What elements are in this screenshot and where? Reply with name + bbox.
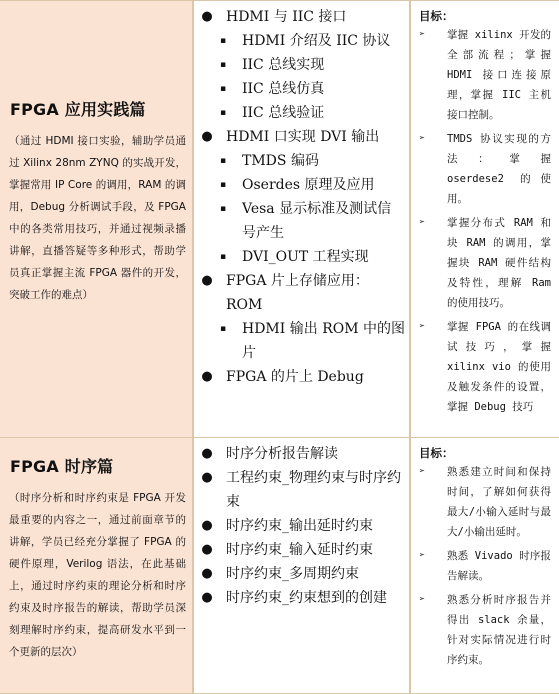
bullet-icon: ●: [201, 566, 213, 581]
bullet-icon: ●: [201, 129, 213, 144]
goals-title: 目标：: [419, 446, 454, 460]
arrow-bullet-icon: ➢: [419, 321, 426, 332]
arrow-bullet-icon: ➢: [419, 133, 426, 144]
square-bullet-icon: ▪: [219, 108, 227, 118]
topic-list: [194, 5, 405, 389]
table-row: [0, 438, 559, 694]
topic-item: ● 时序约束_输入延时约束: [194, 538, 405, 562]
category-title: FPGA 应用实践篇: [10, 100, 146, 119]
bullet-icon: ●: [201, 518, 213, 533]
category-cell: [0, 0, 193, 438]
square-bullet-icon: ▪: [219, 252, 227, 262]
subtopic-item: ▪ HDMI 输出 ROM 中的图片: [194, 317, 405, 365]
goals-cell: [410, 0, 559, 438]
topic-item: ● 时序约束_约束想到的创建: [194, 586, 405, 610]
square-bullet-icon: ▪: [219, 156, 227, 166]
arrow-bullet-icon: ➢: [419, 594, 426, 605]
square-bullet-icon: ▪: [219, 204, 227, 214]
subtopic-item: ▪ HDMI 介绍及 IIC 协议: [194, 29, 405, 53]
square-bullet-icon: ▪: [219, 324, 227, 334]
goal-list: [411, 25, 559, 417]
topics-cell: [193, 0, 410, 438]
bullet-icon: ●: [201, 9, 213, 24]
topic-item: ● HDMI 与 IIC 接口: [194, 5, 405, 29]
category-description: （时序分析和时序约束是 FPGA 开发最重要的内容之一，通过前面章节的讲解，学员已经充分掌握了 FPGA 的硬件原理，Verilog 语法，在此基础上，通过时序约束的理论分析和时序约束及时序报告的解读，帮助学员深刻理解时序约束，提高研发水平到一个更新的层次）: [9, 492, 186, 658]
goals-title: 目标：: [419, 9, 454, 23]
topic-item: ● 工程约束_物理约束与时序约束: [194, 466, 405, 514]
category-cell: [0, 438, 193, 694]
subtopic-item: ▪ TMDS 编码: [194, 149, 405, 173]
goal-item: ➢ 熟悉 Vivado 时序报告解读。: [411, 546, 559, 586]
topics-cell: [193, 438, 410, 694]
bullet-icon: ●: [201, 369, 213, 384]
goal-item: ➢ TMDS 协议实现的方法：掌握 oserdese2 的使用。: [411, 129, 559, 209]
bullet-icon: ●: [201, 470, 213, 485]
topic-item: ● 时序约束_多周期约束: [194, 562, 405, 586]
arrow-bullet-icon: ➢: [419, 29, 426, 40]
bullet-icon: ●: [201, 590, 213, 605]
arrow-bullet-icon: ➢: [419, 466, 426, 477]
topic-item: ● 时序分析报告解读: [194, 442, 405, 466]
subtopic-item: ▪ IIC 总线实现: [194, 53, 405, 77]
topic-item: ● 时序约束_输出延时约束: [194, 514, 405, 538]
goal-item: ➢ 熟悉建立时间和保持时间，了解如何获得最大/小输入延时与最大/小输出延时。: [411, 462, 559, 542]
goals-cell: [410, 438, 559, 694]
square-bullet-icon: ▪: [219, 84, 227, 94]
subtopic-item: ▪ DVI_OUT 工程实现: [194, 245, 405, 269]
topic-item: ● HDMI 口实现 DVI 输出: [194, 125, 405, 149]
subtopic-item: ▪ Vesa 显示标准及测试信号产生: [194, 197, 405, 245]
topic-list: [194, 442, 405, 610]
square-bullet-icon: ▪: [219, 180, 227, 190]
subtopic-item: ▪ IIC 总线仿真: [194, 77, 405, 101]
square-bullet-icon: ▪: [219, 36, 227, 46]
bullet-icon: ●: [201, 542, 213, 557]
arrow-bullet-icon: ➢: [419, 217, 426, 228]
topic-item: ● FPGA 的片上 Debug: [194, 365, 405, 389]
goal-item: ➢ 掌握 xilinx 开发的全部流程；掌握 HDMI 接口连接原理，掌握 IIC 主机接口控制。: [411, 25, 559, 125]
square-bullet-icon: ▪: [219, 60, 227, 70]
arrow-bullet-icon: ➢: [419, 550, 426, 561]
goal-item: ➢ 掌握分布式 RAM 和块 RAM 的调用，掌握块 RAM 硬件结构及特性，理解 Ram 的使用技巧。: [411, 213, 559, 313]
bullet-icon: ●: [201, 446, 213, 461]
category-description: （通过 HDMI 接口实验，辅助学员通过 Xilinx 28nm ZYNQ 的实战开发，掌握常用 IP Core 的调用，RAM 的调用，Debug 分析调试手段，及 FPGA 中的各类常用技巧，并通过视频录播讲解，直播答疑等多种形式，帮助学员真正掌握主流 FPGA 器件的开发，突破工作的难点）: [9, 135, 186, 301]
category-title: FPGA 时序篇: [10, 457, 114, 476]
subtopic-item: ▪ IIC 总线验证: [194, 101, 405, 125]
subtopic-item: ▪ Oserdes 原理及应用: [194, 173, 405, 197]
topic-item: ● FPGA 片上存储应用：ROM: [194, 269, 405, 317]
goal-item: ➢ 掌握 FPGA 的在线调试技巧，掌握 xilinx vio 的使用及触发条件的设置，掌握 Debug 技巧: [411, 317, 559, 417]
goal-list: [411, 462, 559, 670]
bullet-icon: ●: [201, 273, 213, 288]
goal-item: ➢ 熟悉分析时序报告并得出 slack 余量，针对实际情况进行时序约束。: [411, 590, 559, 670]
